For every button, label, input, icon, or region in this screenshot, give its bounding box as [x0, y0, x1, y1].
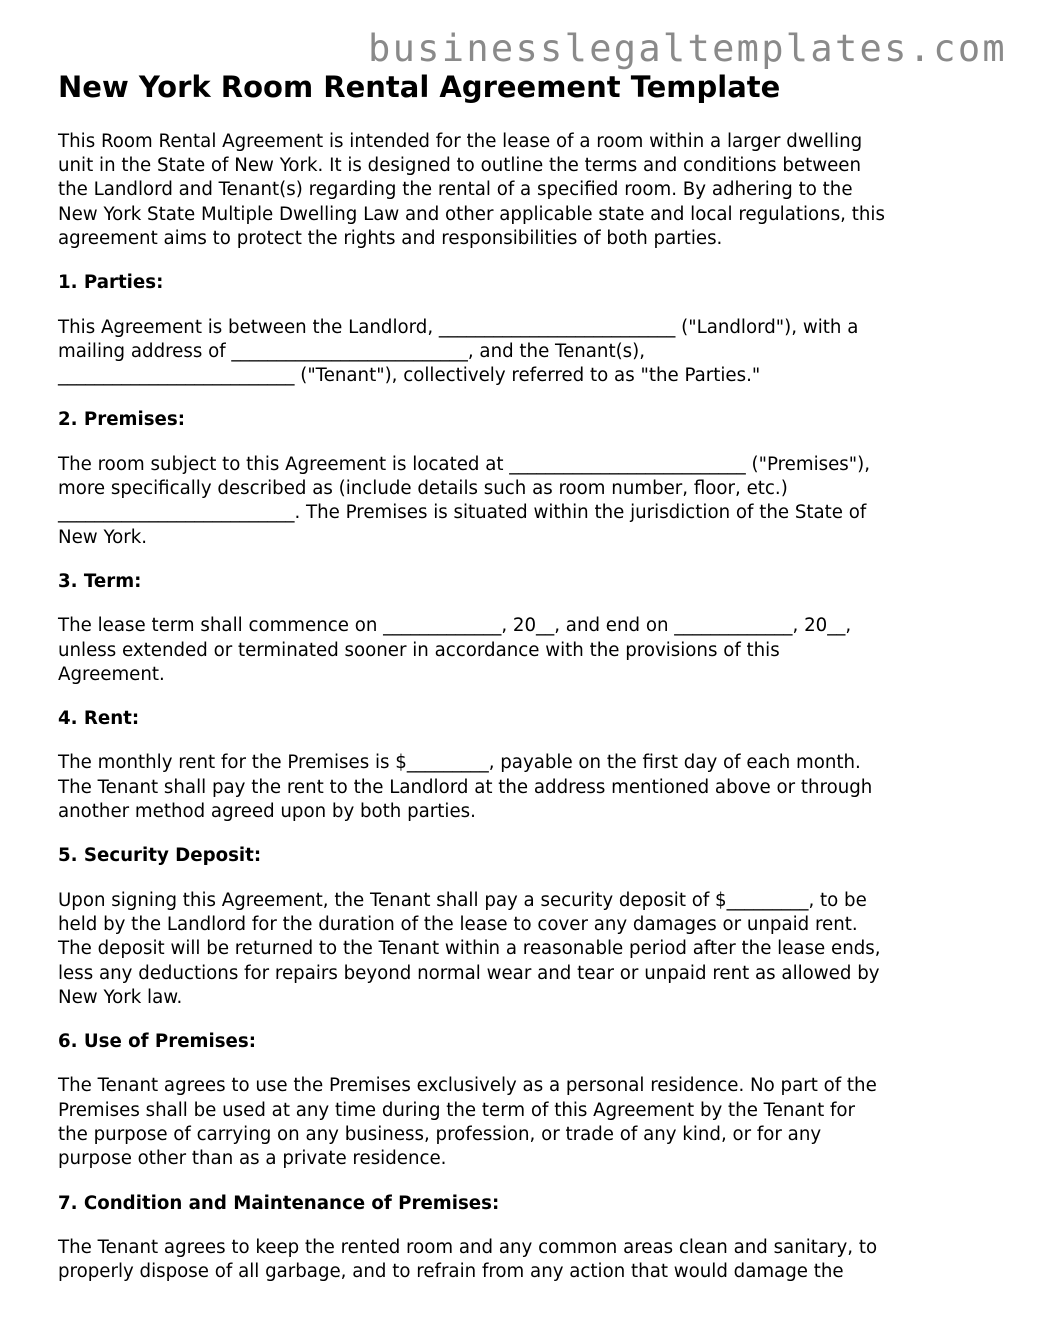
section-heading-parties: 1. Parties: [58, 272, 164, 294]
section-heading-use-of-premises: 6. Use of Premises: [58, 1031, 256, 1053]
section-heading-security-deposit: 5. Security Deposit: [58, 845, 262, 867]
section-body-premises: The room subject to this Agreement is located at __________________________ ("Premises"), more specifically described as (include details such as room number, floor, etc.) __________________________. The Premises is situated within the jurisdiction of the State of New York. [58, 453, 871, 548]
watermark-site-name: businesslegaltemplates.com [368, 27, 1007, 70]
section-body-term: The lease term shall commence on _____________, 20__, and end on _____________, 20__, unless extended or terminated sooner in accordance with the provisions of this Agreement. [58, 615, 852, 685]
section-body-use-of-premises: The Tenant agrees to use the Premises exclusively as a personal residence. No part of the Premises shall be used at any time during the term of this Agreement by the Tenant for the purpose of carrying on any business, profession, or trade of any kind, or for any purpose other than as a private residence. [58, 1075, 877, 1170]
section-heading-rent: 4. Rent: [58, 708, 140, 730]
section-body-security-deposit: Upon signing this Agreement, the Tenant shall pay a security deposit of $_________, to be held by the Landlord for the duration of the lease to cover any damages or unpaid rent. The deposit will be returned to the Tenant within a reasonable period after the lease ends, less any deductions for repairs beyond normal wear and tear or unpaid rent as allowed by New York law. [58, 889, 881, 1008]
section-body-rent: The monthly rent for the Premises is $_________, payable on the first day of each month. The Tenant shall pay the rent to the Landlord at the address mentioned above or through another method agreed upon by both parties. [58, 752, 873, 823]
section-body-condition-maintenance: The Tenant agrees to keep the rented room and any common areas clean and sanitary, to properly dispose of all garbage, and to refrain from any action that would damage the [58, 1236, 878, 1283]
intro-paragraph: This Room Rental Agreement is intended for the lease of a room within a larger dwelling unit in the State of New York. It is designed to outline the terms and conditions between the Landlord and Tenant(s) regarding the rental of a specified room. By adhering to the New York State Multiple Dwelling Law and other applicable state and local regulations, this agreement aims to protect the rights and responsibilities of both parties. [58, 130, 885, 249]
section-heading-term: 3. Term: [58, 570, 142, 592]
section-heading-condition-maintenance: 7. Condition and Maintenance of Premises: [58, 1192, 500, 1214]
document-page [58, 70, 988, 1304]
section-heading-premises: 2. Premises: [58, 409, 185, 431]
document-title: New York Room Rental Agreement Template [58, 70, 781, 104]
section-body-parties: This Agreement is between the Landlord, __________________________ ("Landlord"), with a mailing address of __________________________, and the Tenant(s), __________________________ ("Tenant"), collectively referred to as "the Parties." [58, 316, 859, 387]
